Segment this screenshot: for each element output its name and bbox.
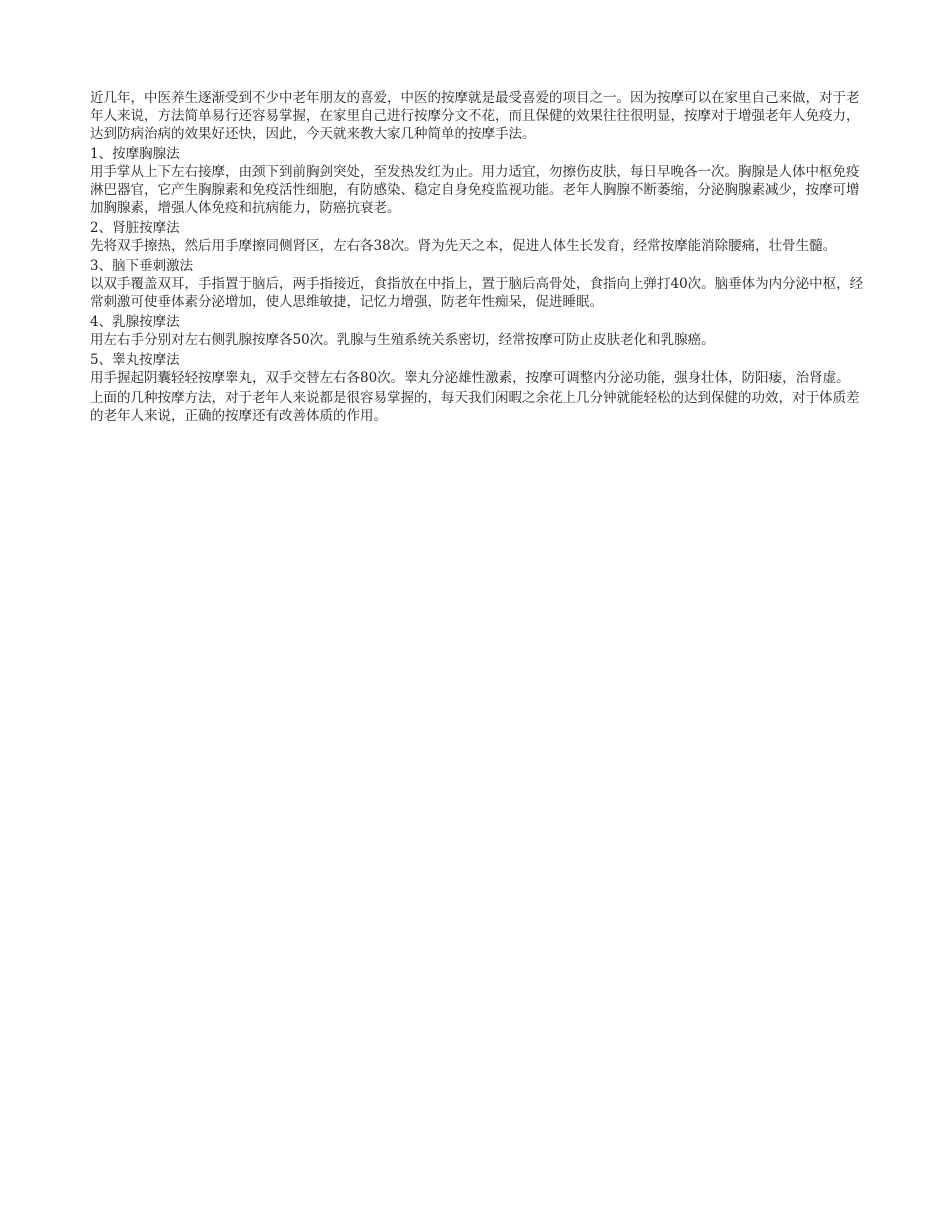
section-body-breast: 用左右手分别对左右侧乳腺按摩各50次。乳腺与生殖系统关系密切，经常按摩可防止皮肤老化和乳腺癌。 xyxy=(90,332,715,348)
section-heading-breast: 4、乳腺按摩法 xyxy=(90,314,180,330)
section-body-thymus: 用手掌从上下左右接摩，由颈下到前胸剑突处，至发热发红为止。用力适宜，勿擦伤皮肤，每日早晚各一次。胸腺是人体中枢免疫淋巴器官，它产生胸腺素和免疫活性细胞，有防感染、稳定自身免疫监视功能。老年人胸腺不断萎缩，分泌胸腺素减少，按摩可增加胸腺素，增强人体免疫和抗病能力，防癌抗衰老。 xyxy=(90,164,860,216)
section-heading-pituitary: 3、脑下垂刺激法 xyxy=(90,258,194,274)
intro-paragraph: 近几年，中医养生逐渐受到不少中老年朋友的喜爱，中医的按摩就是最受喜爱的项目之一。因为按摩可以在家里自己来做，对于老年人来说，方法简单易行还容易掌握，在家里自己进行按摩分文不花，而且保健的效果往往很明显，按摩对于增强老年人免疫力，达到防病治病的效果好还快，因此，今天就来教大家几种简单的按摩手法。 xyxy=(90,90,860,142)
conclusion-paragraph: 上面的几种按摩方法，对于老年人来说都是很容易掌握的，每天我们闲暇之余花上几分钟就能轻松的达到保健的功效，对于体质差的老年人来说，正确的按摩还有改善体质的作用。 xyxy=(90,390,860,424)
section-heading-testis: 5、睾丸按摩法 xyxy=(90,352,180,368)
article xyxy=(90,89,865,427)
section-heading-kidney: 2、肾脏按摩法 xyxy=(90,220,180,236)
section-body-kidney: 先将双手擦热，然后用手摩擦同侧肾区，左右各38次。肾为先天之本，促进人体生长发育，经常按摩能消除腰痛，壮骨生髓。 xyxy=(90,238,837,254)
section-body-testis: 用手握起阴囊轻轻按摩睾丸，双手交替左右各80次。睾丸分泌雄性激素，按摩可调整内分泌功能，强身壮体，防阳痿，治肾虚。 xyxy=(90,370,850,386)
section-body-pituitary: 以双手覆盖双耳，手指置于脑后，两手指接近，食指放在中指上，置于脑后高骨处，食指向上弹打40次。脑垂体为内分泌中枢，经常刺激可使垂体素分泌增加，使人思维敏捷，记忆力增强，防老年性痴呆，促进睡眠。 xyxy=(90,276,864,310)
section-heading-thymus: 1、按摩胸腺法 xyxy=(90,146,180,162)
